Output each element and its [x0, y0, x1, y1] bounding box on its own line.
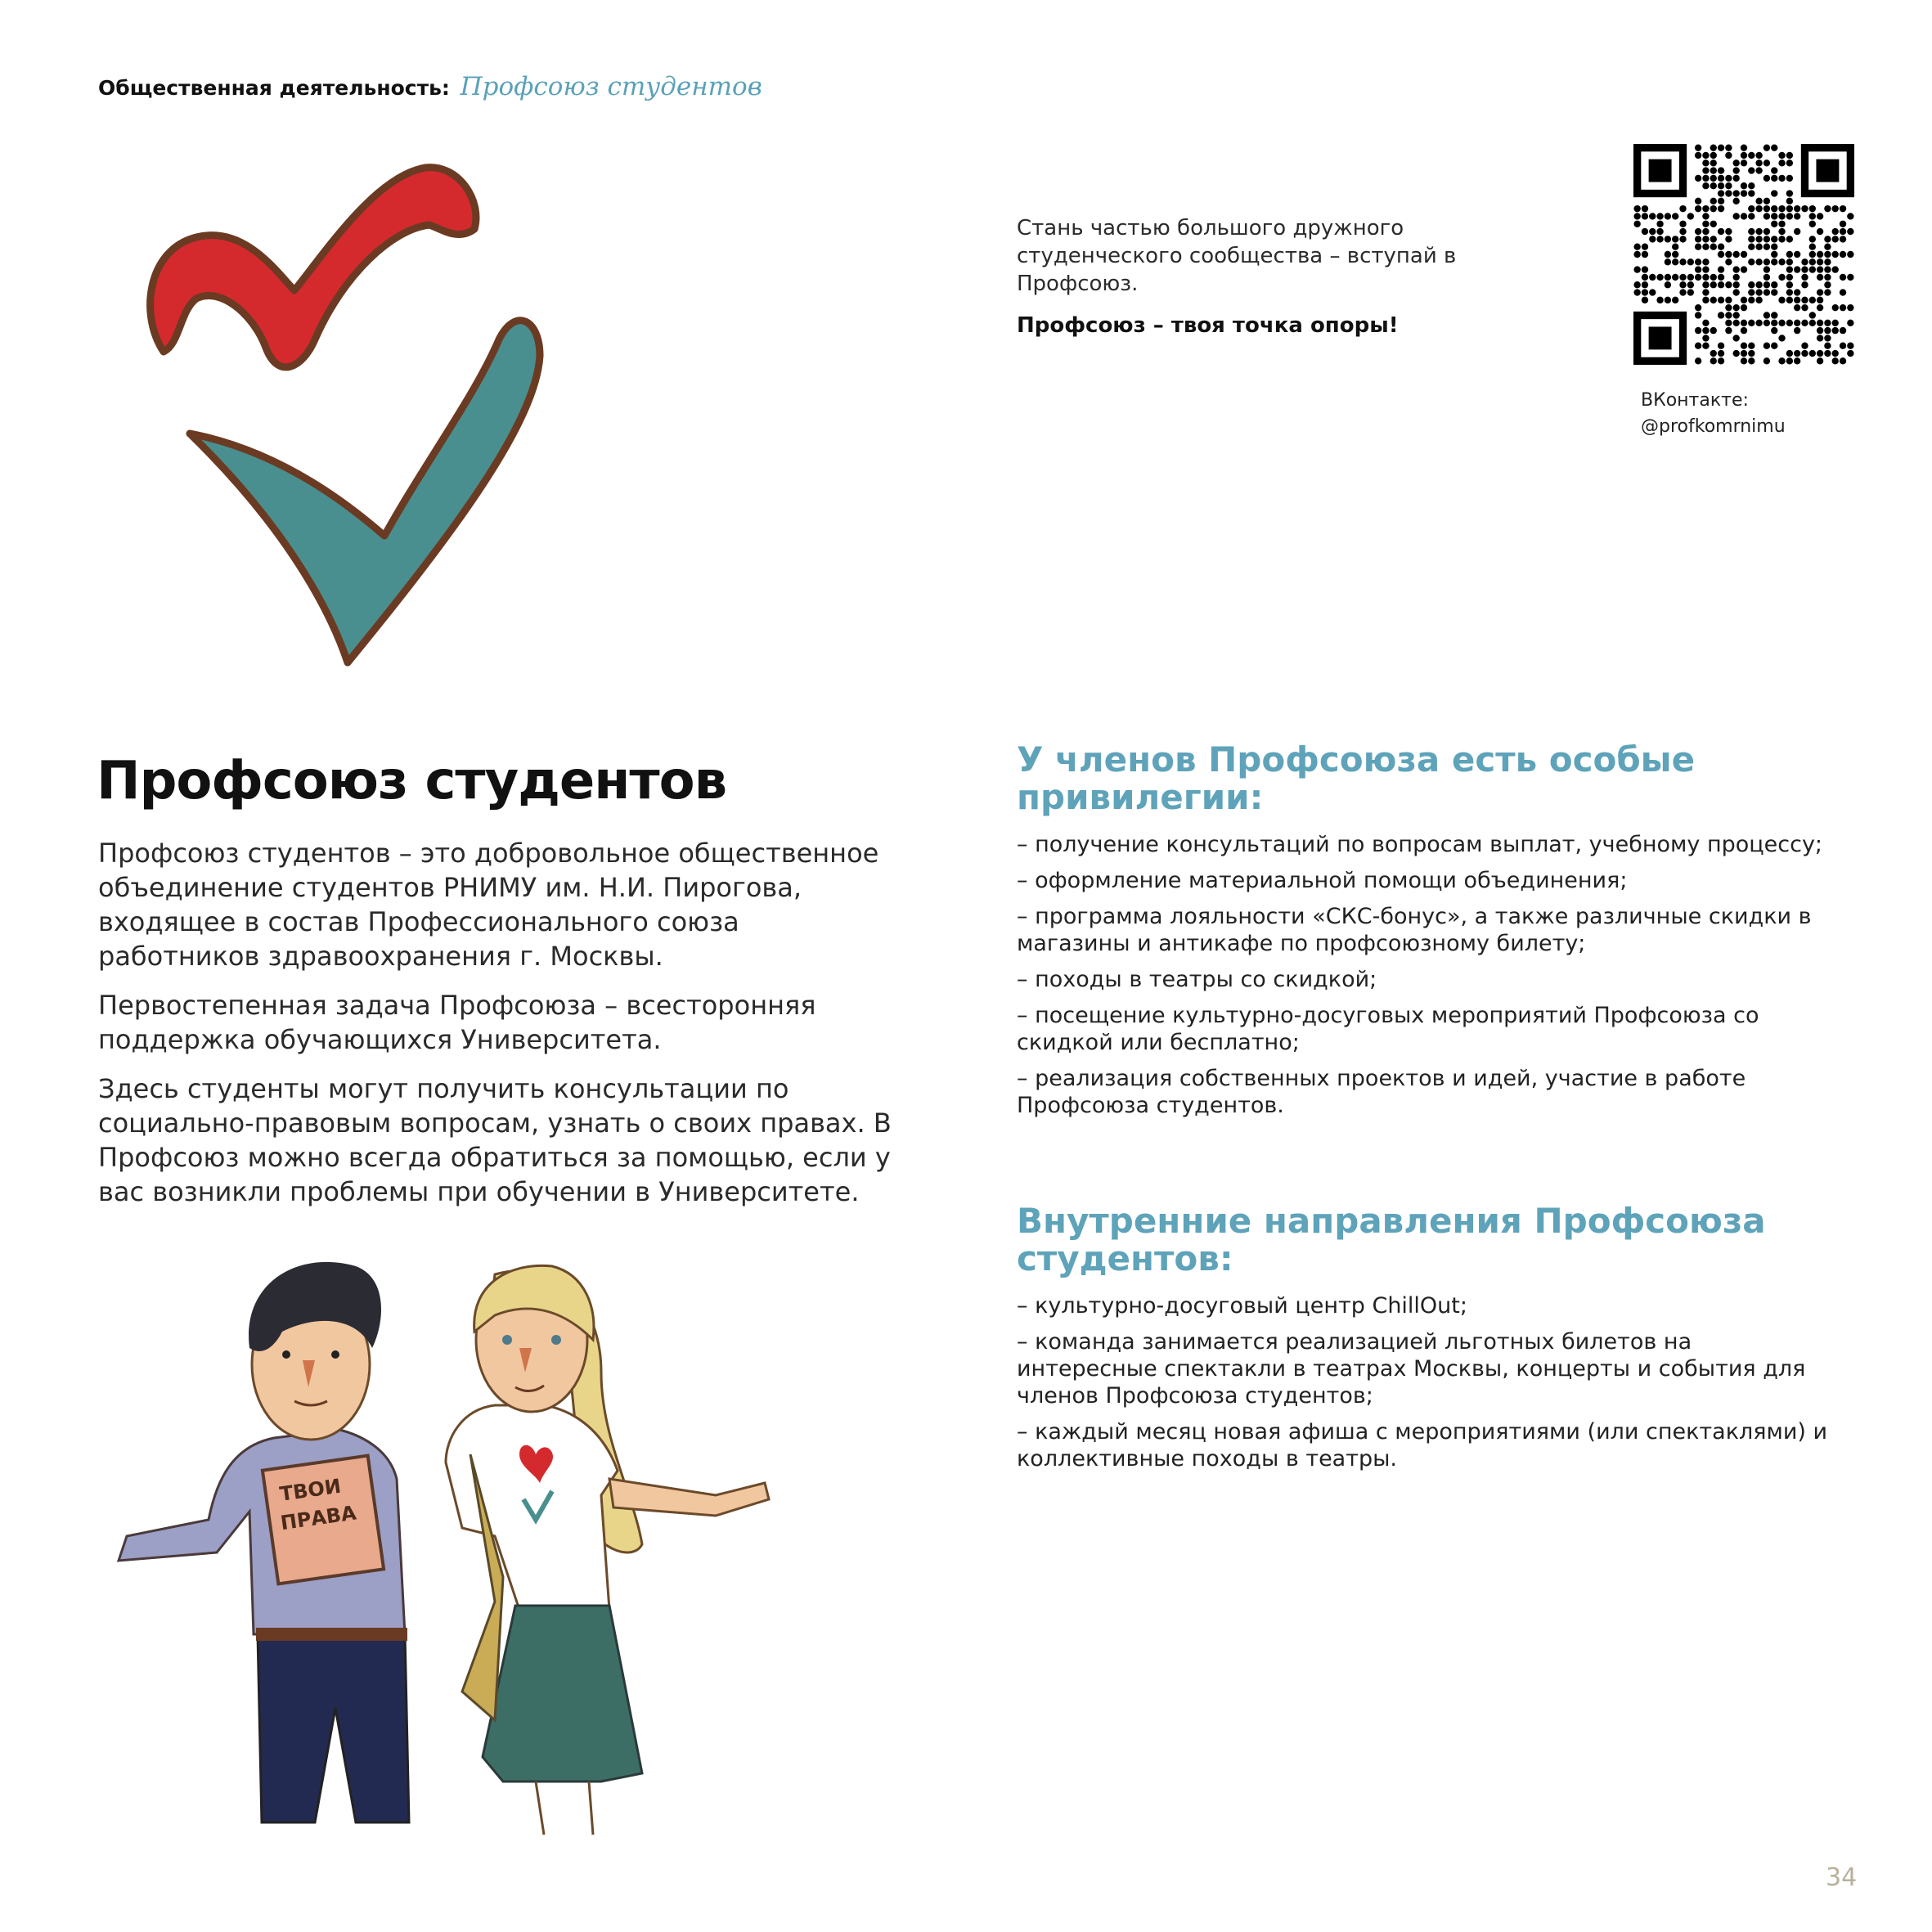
logo-red-stroke [151, 168, 476, 367]
page-header [98, 72, 762, 101]
list-item: – оформление материальной помощи объединения; [1017, 868, 1628, 893]
directions-list [1017, 1292, 1835, 1481]
qr-code-icon[interactable] [1633, 144, 1854, 365]
privileges-list [1017, 831, 1835, 1128]
intro-paragraph: Первостепенная задача Профсоюза – всесторонняя поддержка обучающихся Университета. [98, 990, 816, 1055]
list-item: – программа лояльности «СКС-бонус», а также различные скидки в магазины и антикафе по профсоюзному билету; [1017, 904, 1812, 956]
list-item: – каждый месяц новая афиша с мероприятиями (или спектаклями) и коллективные походы в театры. [1017, 1419, 1828, 1471]
girl-legs [536, 1781, 593, 1835]
list-item: – реализация собственных проектов и идей, участие в работе Профсоюза студентов. [1017, 1066, 1746, 1118]
join-text: Стань частью большого дружного студенческого сообщества – вступай в Профсоюз. [1017, 216, 1457, 296]
boy-belt [256, 1628, 407, 1641]
list-item: – посещение культурно-досуговых мероприятий Профсоюза со скидкой или бесплатно; [1017, 1003, 1759, 1055]
intro-paragraph: Здесь студенты могут получить консультации по социально-правовым вопросам, узнать о своих правах. В Профсоюз можно всегда обратиться за помощью, если у вас возникли проблемы при обучении в Университете. [98, 1073, 892, 1207]
logo-teal-stroke [190, 321, 540, 663]
girl-shirt [446, 1405, 618, 1610]
list-item: – походы в театры со скидкой; [1017, 967, 1377, 992]
boy-trousers [258, 1634, 409, 1822]
book-label: ТВОИ [278, 1474, 343, 1506]
list-item: – получение консультаций по вопросам выплат, учебному процессу; [1017, 832, 1823, 857]
book-label: ПРАВА [279, 1501, 358, 1535]
book [263, 1456, 384, 1584]
social-handle: @profkomrnimu [1641, 416, 1786, 437]
list-item: – команда занимается реализацией льготных билетов на интересные спектакли в театрах Москвы, концерты и события для членов Профсоюза студентов; [1017, 1329, 1806, 1409]
qr-finder [1638, 315, 1683, 361]
privileges-heading: У членов Профсоюза есть особые привилегии: [1017, 739, 1696, 817]
list-item: – культурно-досуговый центр ChillOut; [1017, 1293, 1467, 1319]
intro-text [98, 836, 908, 1224]
qr-finder [1804, 148, 1850, 194]
girl-arm [609, 1479, 769, 1516]
directions-heading: Внутренние направления Профсоюза студентов: [1017, 1201, 1766, 1278]
social-network: ВКонтакте: [1641, 390, 1749, 411]
students-illustration [110, 1250, 781, 1839]
section-label: Общественная деятельность: [98, 76, 450, 100]
subsection-label: Профсоюз студентов [460, 72, 762, 101]
social-link[interactable] [1641, 388, 1786, 440]
slogan: Профсоюз – твоя точка опоры! [1017, 313, 1399, 338]
girl-skirt [483, 1606, 642, 1781]
qr-finder [1638, 148, 1683, 194]
intro-paragraph: Профсоюз студентов – это добровольное общественное объединение студентов РНИМУ им. Н.И. Пирогова, входящее в состав Профессионального союза работников здравоохранения г. Москвы. [98, 838, 879, 972]
union-logo [131, 151, 630, 675]
page-title: Профсоюз студентов [97, 751, 727, 811]
page-number: 34 [1826, 1863, 1858, 1892]
